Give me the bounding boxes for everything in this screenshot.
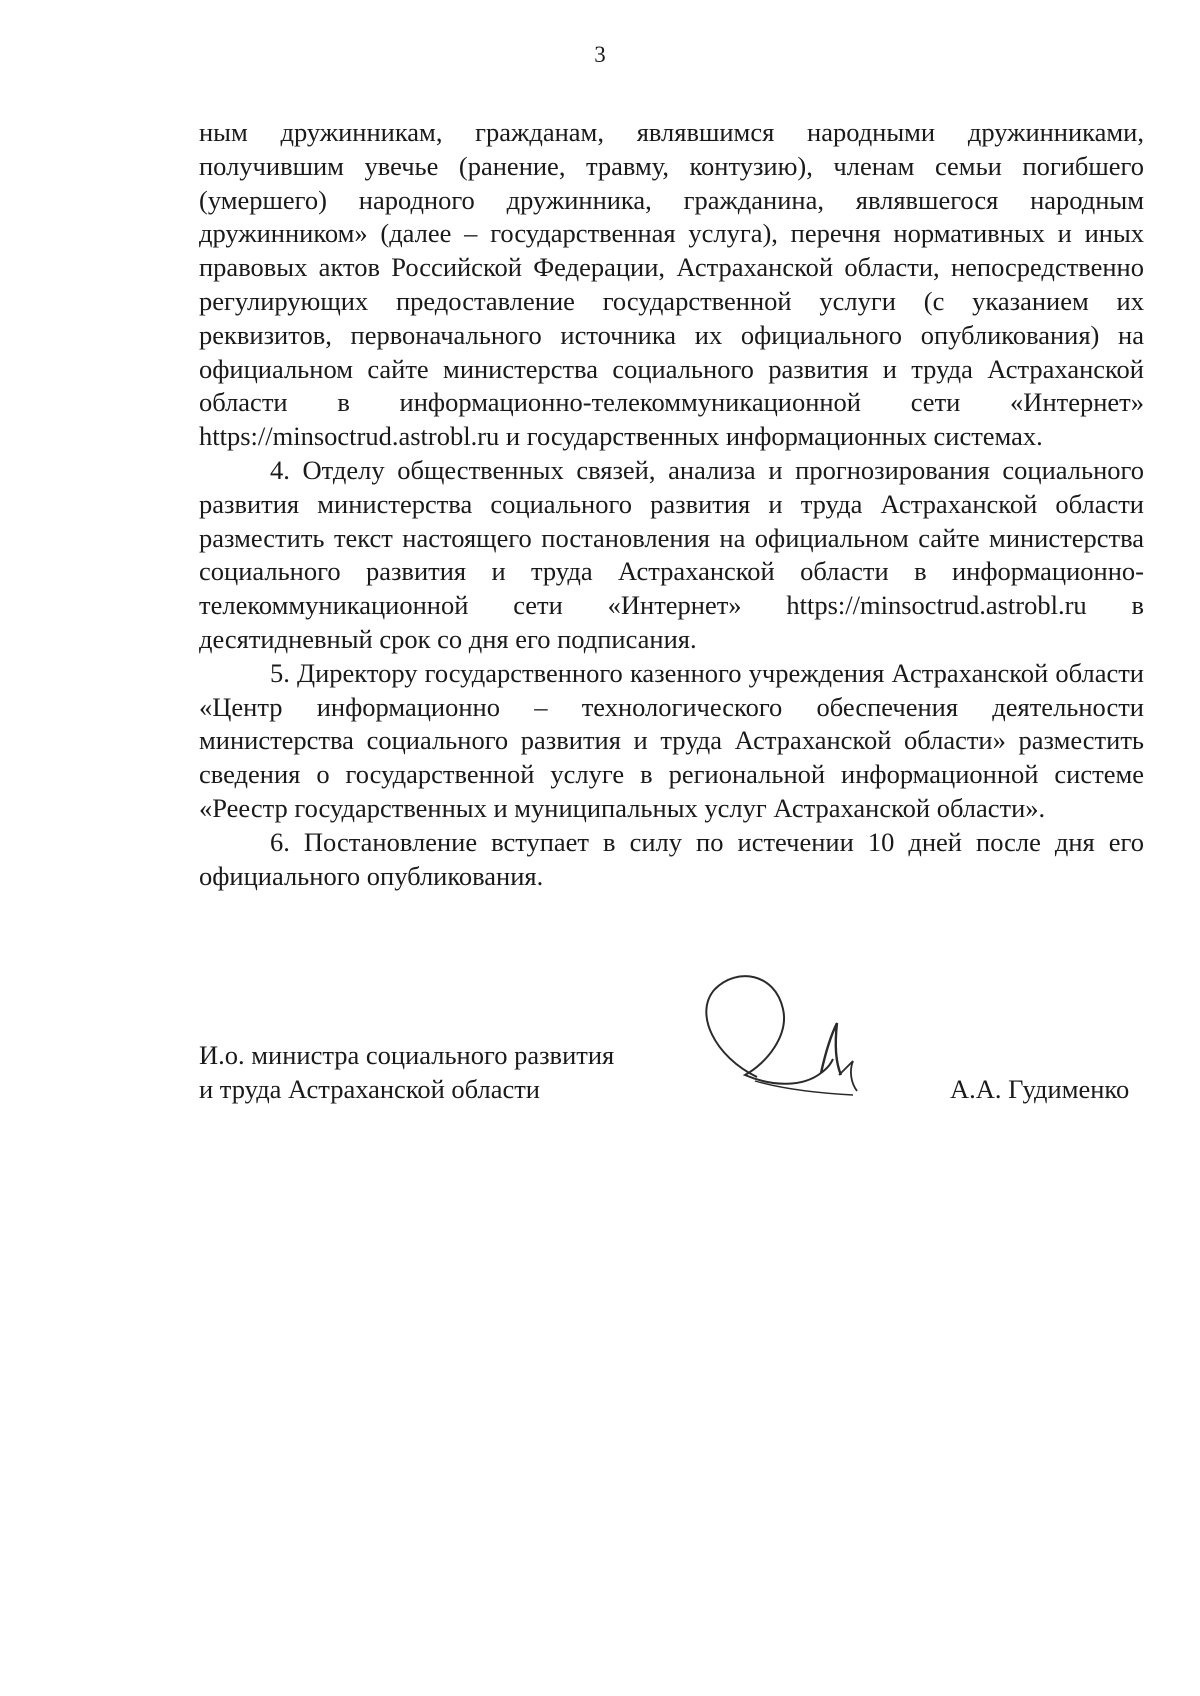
paragraph-item-5: 5. Директору государственного казенного учреждения Астраханской области «Центр информационно – технологического обеспечения деятельности министерства социального развития и труда Астраханской области» разместить сведения о государственной услуге в региональной информационной системе «Реестр государственных и муниципальных услуг Астраханской области». — [199, 657, 1144, 823]
document-body — [199, 116, 1144, 893]
signer-position-line-1: И.о. министра социального развития — [199, 1040, 615, 1070]
signer-position — [199, 1038, 614, 1106]
paragraph-item-4: 4. Отделу общественных связей, анализа и прогнозирования социального развития министерства социального развития и труда Астраханской области разместить текст настоящего постановления на официальном сайте министерства социального развития и труда Астраханской области в информационно-телекоммуникационной сети «Интернет» https://minsoctrud.astrobl.ru в десятидневный срок со дня его подписания. — [199, 454, 1144, 654]
paragraph-item-6: 6. Постановление вступает в силу по истечении 10 дней после дня его официального опубликования. — [199, 826, 1144, 891]
paragraph-continuation: ным дружинникам, гражданам, являвшимся народными дружинниками, получившим увечье (ранение, травму, контузию), членам семьи погибшего (умершего) народного дружинника, гражданина, являвшегося народным дружинником» (далее – государственная услуга), перечня нормативных и иных правовых актов Российской Федерации, Астраханской области, непосредственно регулирующих предоставление государственной услуги (с указанием их реквизитов, первоначального источника их официального опубликования) на официальном сайте министерства социального развития и труда Астраханской области в информационно-телекоммуникационной сети «Интернет» https://minsoctrud.astrobl.ru и государственных информационных системах. — [199, 117, 1144, 452]
signer-name: А.А. Гудименко — [950, 1074, 1130, 1104]
handwritten-signature-icon — [695, 965, 895, 1110]
page-number: 3 — [594, 42, 606, 67]
signer-position-line-2: и труда Астраханской области — [199, 1074, 540, 1104]
